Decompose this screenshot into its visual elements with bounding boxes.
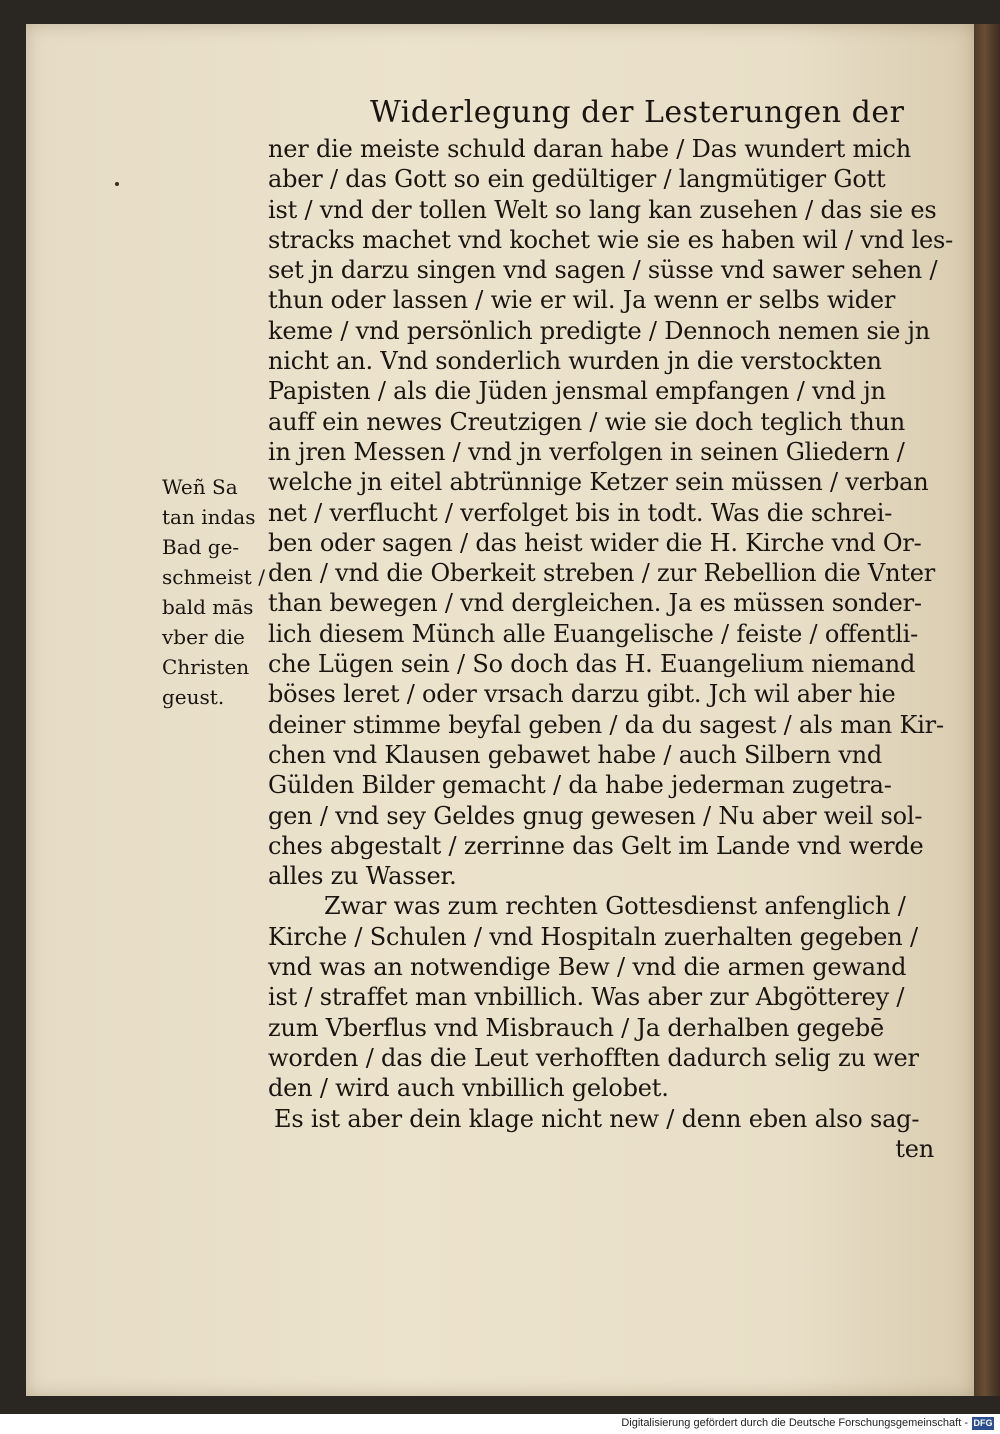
text-line: keme / vnd persönlich predigte / Dennoch nemen sie jn: [268, 316, 930, 345]
text-line: Es ist aber dein klage nicht new / denn eben also sag-: [274, 1104, 920, 1133]
text-line: alles zu Wasser.: [268, 862, 457, 891]
text-line: che Lügen sein / So doch das H. Euangelium niemand: [268, 650, 916, 679]
text-line: chen vnd Klausen gebawet habe / auch Silbern vnd: [268, 740, 883, 769]
text-line: Gülden Bilder gemacht / da habe jederman zugetra-: [268, 771, 892, 800]
text-line: Papisten / als die Jüden jensmal empfangen / vnd jn: [268, 377, 886, 406]
body-text: [268, 134, 954, 1164]
text-line: Zwar was zum rechten Gottesdienst anfenglich /: [324, 892, 906, 921]
marginal-note-line: vber die: [162, 625, 245, 649]
marginal-note-line: bald mās: [162, 595, 254, 619]
dfg-logo: DFG: [973, 1418, 993, 1428]
running-head: Widerlegung der Lesterungen der: [370, 95, 905, 130]
marginal-note-line: geust.: [162, 685, 225, 709]
text-line: worden / das die Leut verhofften dadurch selig zu wer: [268, 1043, 919, 1072]
text-line: vnd was an notwendige Bew / vnd die armen gewand: [268, 953, 907, 982]
marginal-note-line: Weñ Sa: [162, 475, 238, 499]
text-line: Kirche / Schulen / vnd Hospitaln zuerhalten gegeben /: [268, 922, 918, 951]
marginal-note-line: Christen: [162, 655, 250, 679]
marginal-note-line: Bad ge-: [162, 535, 240, 559]
text-line: ches abgestalt / zerrinne das Gelt im Lande vnd werde: [268, 831, 924, 860]
text-line: den / wird auch vnbillich gelobet.: [268, 1074, 669, 1103]
text-line: ner die meiste schuld daran habe / Das wundert mich: [268, 135, 912, 163]
marginal-note: [162, 472, 272, 712]
text-line: ist / vnd der tollen Welt so lang kan zusehen / das sie es: [268, 195, 937, 224]
text-line: böses leret / oder vrsach darzu gibt. Jch wil aber hie: [268, 680, 896, 709]
text-line: than bewegen / vnd dergleichen. Ja es müssen sonder-: [268, 589, 922, 618]
text-line: net / verflucht / verfolget bis in todt. Was die schrei-: [268, 498, 893, 527]
text-line: zum Vberflus vnd Misbrauch / Ja derhalben gegebē: [268, 1013, 885, 1042]
book-spine-edge: [974, 24, 1000, 1396]
text-line: nicht an. Vnd sonderlich wurden jn die verstockten: [268, 347, 882, 376]
text-line: ben oder sagen / das heist wider die H. Kirche vnd Or-: [268, 528, 922, 557]
marginal-note-line: schmeist /: [162, 565, 265, 589]
text-line: stracks machet vnd kochet wie sie es haben wil / vnd les-: [268, 225, 954, 254]
text-line: aber / das Gott so ein gedültiger / langmütiger Gott: [268, 165, 886, 194]
ink-dot: [115, 182, 119, 186]
footer-bar: [0, 1414, 1000, 1434]
text-line: ist / straffet man vnbillich. Was aber zur Abgötterey /: [268, 983, 905, 1012]
text-line: den / vnd die Oberkeit streben / zur Rebellion die Vnter: [268, 559, 936, 588]
text-line: lich diesem Münch alle Euangelische / feiste / offentli-: [268, 619, 919, 648]
text-line: auff ein newes Creutzigen / wie sie doch teglich thun: [268, 407, 906, 436]
footer-credit: Digitalisierung gefördert durch die Deutsche Forschungsgemeinschaft -: [621, 1417, 968, 1429]
text-line: in jren Messen / vnd jn verfolgen in seinen Gliedern /: [268, 437, 905, 466]
text-line: gen / vnd sey Geldes gnug gewesen / Nu aber weil sol-: [268, 801, 923, 830]
marginal-note-line: tan indas: [162, 505, 256, 529]
text-line: set jn darzu singen vnd sagen / süsse vnd sawer sehen /: [268, 256, 938, 285]
text-line: thun oder lassen / wie er wil. Ja wenn er selbs wider: [268, 286, 896, 315]
text-line: deiner stimme beyfal geben / da du sagest / als man Kir-: [268, 710, 944, 739]
text-line: ten: [895, 1134, 934, 1163]
text-line: welche jn eitel abtrünnige Ketzer sein müssen / verban: [268, 468, 929, 497]
